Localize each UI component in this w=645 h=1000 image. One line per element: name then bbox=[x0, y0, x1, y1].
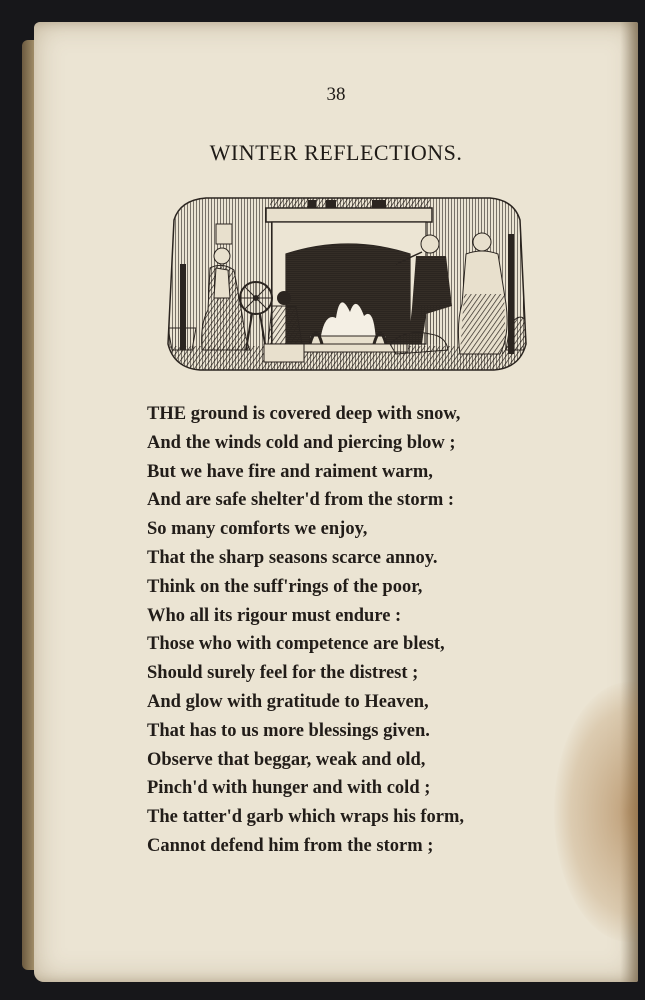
seated-boy bbox=[268, 306, 302, 344]
poem-line: Think on the suff'rings of the poor, bbox=[147, 576, 423, 597]
poem-line: And glow with gratitude to Heaven, bbox=[147, 691, 429, 712]
poem-line: Pinch'd with hunger and with cold ; bbox=[147, 778, 431, 799]
poem-line: That has to us more blessings given. bbox=[147, 720, 430, 741]
poem-text bbox=[147, 400, 567, 861]
chapter-title: WINTER REFLECTIONS. bbox=[209, 140, 463, 165]
mantelpiece bbox=[266, 208, 432, 222]
fireside-engraving bbox=[160, 194, 534, 372]
poem-line: Should surely feel for the distrest ; bbox=[147, 663, 419, 684]
poem-line: Those who with competence are blest, bbox=[147, 634, 445, 655]
poem-line: THE ground is covered deep with snow, bbox=[147, 404, 461, 424]
boy-head bbox=[277, 291, 291, 305]
poem-line: That the sharp seasons scarce annoy. bbox=[147, 547, 438, 568]
poem-line: Who all its rigour must endure : bbox=[147, 605, 402, 626]
poem-line: And are safe shelter'd from the storm : bbox=[147, 490, 455, 511]
poem-line: The tatter'd garb which wraps his form, bbox=[147, 807, 465, 828]
page-number: 38 bbox=[326, 84, 346, 105]
poem-line: And the winds cold and piercing blow ; bbox=[147, 432, 456, 453]
poem-line: Cannot defend him from the storm ; bbox=[147, 835, 434, 856]
poem-line: But we have fire and raiment warm, bbox=[147, 461, 433, 482]
poem-line: Observe that beggar, weak and old, bbox=[147, 749, 426, 770]
book-page bbox=[34, 22, 638, 982]
poem-line: So many comforts we enjoy, bbox=[147, 519, 368, 540]
